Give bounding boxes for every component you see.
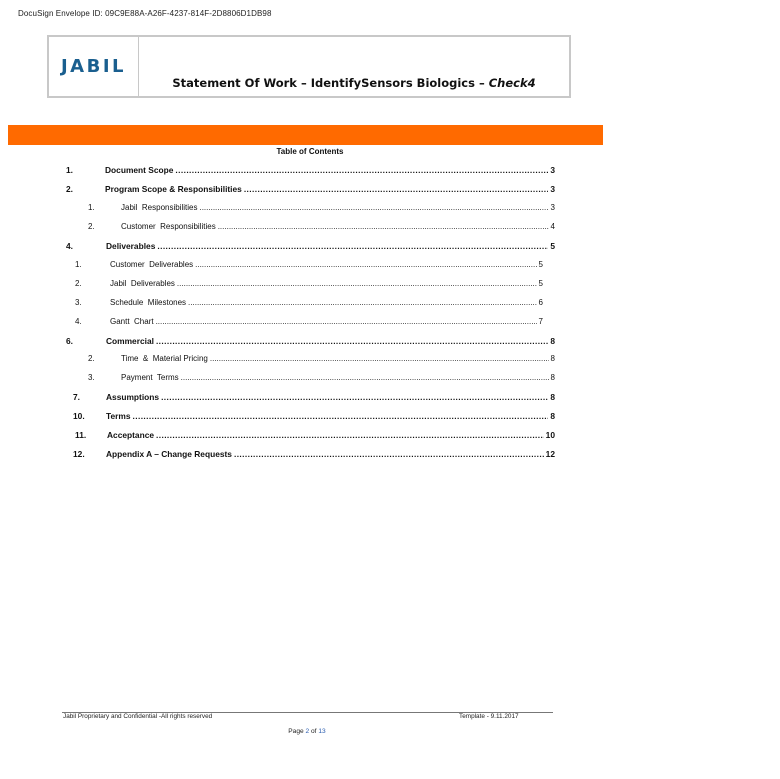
jabil-logo: JABIL <box>60 56 126 77</box>
toc-label: Assumptions <box>106 392 160 402</box>
toc-leader <box>161 392 548 402</box>
toc-page: 8 <box>550 336 555 346</box>
toc-leader <box>156 430 544 440</box>
page-number <box>0 728 614 735</box>
toc-entry-appendix-a[interactable] <box>73 449 555 459</box>
toc-entry-program-scope[interactable] <box>66 184 555 194</box>
toc-label: Terms <box>106 411 131 421</box>
toc-number: 3. <box>75 298 82 307</box>
toc-page: 8 <box>550 392 555 402</box>
toc-number: 3. <box>88 373 95 382</box>
toc-page: 3 <box>550 184 555 194</box>
toc-leader <box>244 184 549 194</box>
toc-number: 6. <box>66 336 73 346</box>
toc-label: Jabil Deliverables <box>110 279 175 288</box>
toc-label: Customer Responsibilities <box>121 222 216 231</box>
toc-page: 6 <box>538 298 543 307</box>
toc-entry-deliverables[interactable] <box>66 241 555 251</box>
toc-number: 1. <box>88 203 95 212</box>
toc-leader <box>156 317 537 326</box>
accent-bar <box>8 125 603 145</box>
toc-number: 4. <box>75 317 82 326</box>
toc-leader <box>195 260 536 269</box>
toc-label: Customer Deliverables <box>110 260 194 269</box>
toc-leader <box>218 222 549 231</box>
page-of: of <box>309 728 319 735</box>
toc-leader <box>199 203 548 212</box>
toc-entry-jabil-deliverables[interactable] <box>75 279 543 288</box>
toc-number: 11. <box>75 430 87 440</box>
title-main: Statement Of Work – IdentifySensors Biologics – <box>172 76 489 90</box>
toc-entry-document-scope[interactable] <box>66 165 555 175</box>
toc-entry-customer-responsibilities[interactable] <box>88 222 555 231</box>
toc-entry-assumptions[interactable] <box>73 392 555 402</box>
toc-entry-gantt-chart[interactable] <box>75 317 543 326</box>
toc-number: 1. <box>66 165 73 175</box>
toc-number: 2. <box>88 354 95 363</box>
toc-label: Commercial <box>106 336 154 346</box>
footer-confidential: Jabil Proprietary and Confidential -All rights reserved <box>63 713 213 720</box>
toc-leader <box>181 373 549 382</box>
toc-leader <box>188 298 537 307</box>
toc-page: 8 <box>550 354 555 363</box>
toc-entry-terms[interactable] <box>73 411 555 421</box>
toc-page: 10 <box>545 430 555 440</box>
toc-number: 2. <box>88 222 95 231</box>
toc-number: 2. <box>75 279 82 288</box>
toc-page: 3 <box>550 203 555 212</box>
toc-page: 3 <box>550 165 555 175</box>
footer-template: Template - 9.11.2017 <box>459 713 519 720</box>
toc-number: 12. <box>73 449 85 459</box>
toc-entry-jabil-responsibilities[interactable] <box>88 203 555 212</box>
toc-number: 4. <box>66 241 73 251</box>
toc-label: Appendix A – Change Requests <box>106 449 232 459</box>
toc-label: Jabil Responsibilities <box>121 203 198 212</box>
toc-title: Table of Contents <box>276 147 344 156</box>
toc-page: 8 <box>550 411 555 421</box>
toc-leader <box>177 279 537 288</box>
title-suffix: Check4 <box>488 76 536 90</box>
title-cell <box>139 37 569 96</box>
toc-entry-time-material-pricing[interactable] <box>88 354 555 363</box>
docusign-envelope-id: DocuSign Envelope ID: 09C9E88A-A26F-4237-814F-2D8806D1DB98 <box>18 9 272 18</box>
toc-page: 5 <box>538 279 543 288</box>
toc-label: Time & Material Pricing <box>121 354 208 363</box>
document-title <box>172 76 535 90</box>
toc-page: 7 <box>538 317 543 326</box>
toc-label: Document Scope <box>105 165 174 175</box>
toc-leader <box>156 336 548 346</box>
toc-leader <box>234 449 544 459</box>
toc-entry-acceptance[interactable] <box>75 430 555 440</box>
toc-label: Program Scope & Responsibilities <box>105 184 242 194</box>
toc-number: 10. <box>73 411 85 421</box>
toc-label: Deliverables <box>106 241 156 251</box>
logo-cell <box>49 37 139 96</box>
toc-label: Schedule Milestones <box>110 298 187 307</box>
page-total-link[interactable]: 13 <box>318 728 326 735</box>
toc-number: 1. <box>75 260 82 269</box>
toc-entry-schedule-milestones[interactable] <box>75 298 543 307</box>
toc-entry-customer-deliverables[interactable] <box>75 260 543 269</box>
toc-page: 5 <box>538 260 543 269</box>
toc-page: 12 <box>545 449 555 459</box>
toc-leader <box>175 165 548 175</box>
toc-entry-commercial[interactable] <box>66 336 555 346</box>
toc-number: 7. <box>73 392 80 402</box>
toc-leader <box>210 354 549 363</box>
toc-leader <box>157 241 548 251</box>
toc-page: 4 <box>550 222 555 231</box>
toc-number: 2. <box>66 184 73 194</box>
page-current-link[interactable]: 2 <box>305 728 310 735</box>
page-prefix: Page <box>288 728 306 735</box>
toc-label: Payment Terms <box>121 373 179 382</box>
toc-label: Gantt Chart <box>110 317 154 326</box>
toc-leader <box>133 411 549 421</box>
toc-entry-payment-terms[interactable] <box>88 373 555 382</box>
toc-page: 8 <box>550 373 555 382</box>
toc-label: Acceptance <box>107 430 155 440</box>
toc-page: 5 <box>550 241 555 251</box>
document-header <box>47 35 571 98</box>
